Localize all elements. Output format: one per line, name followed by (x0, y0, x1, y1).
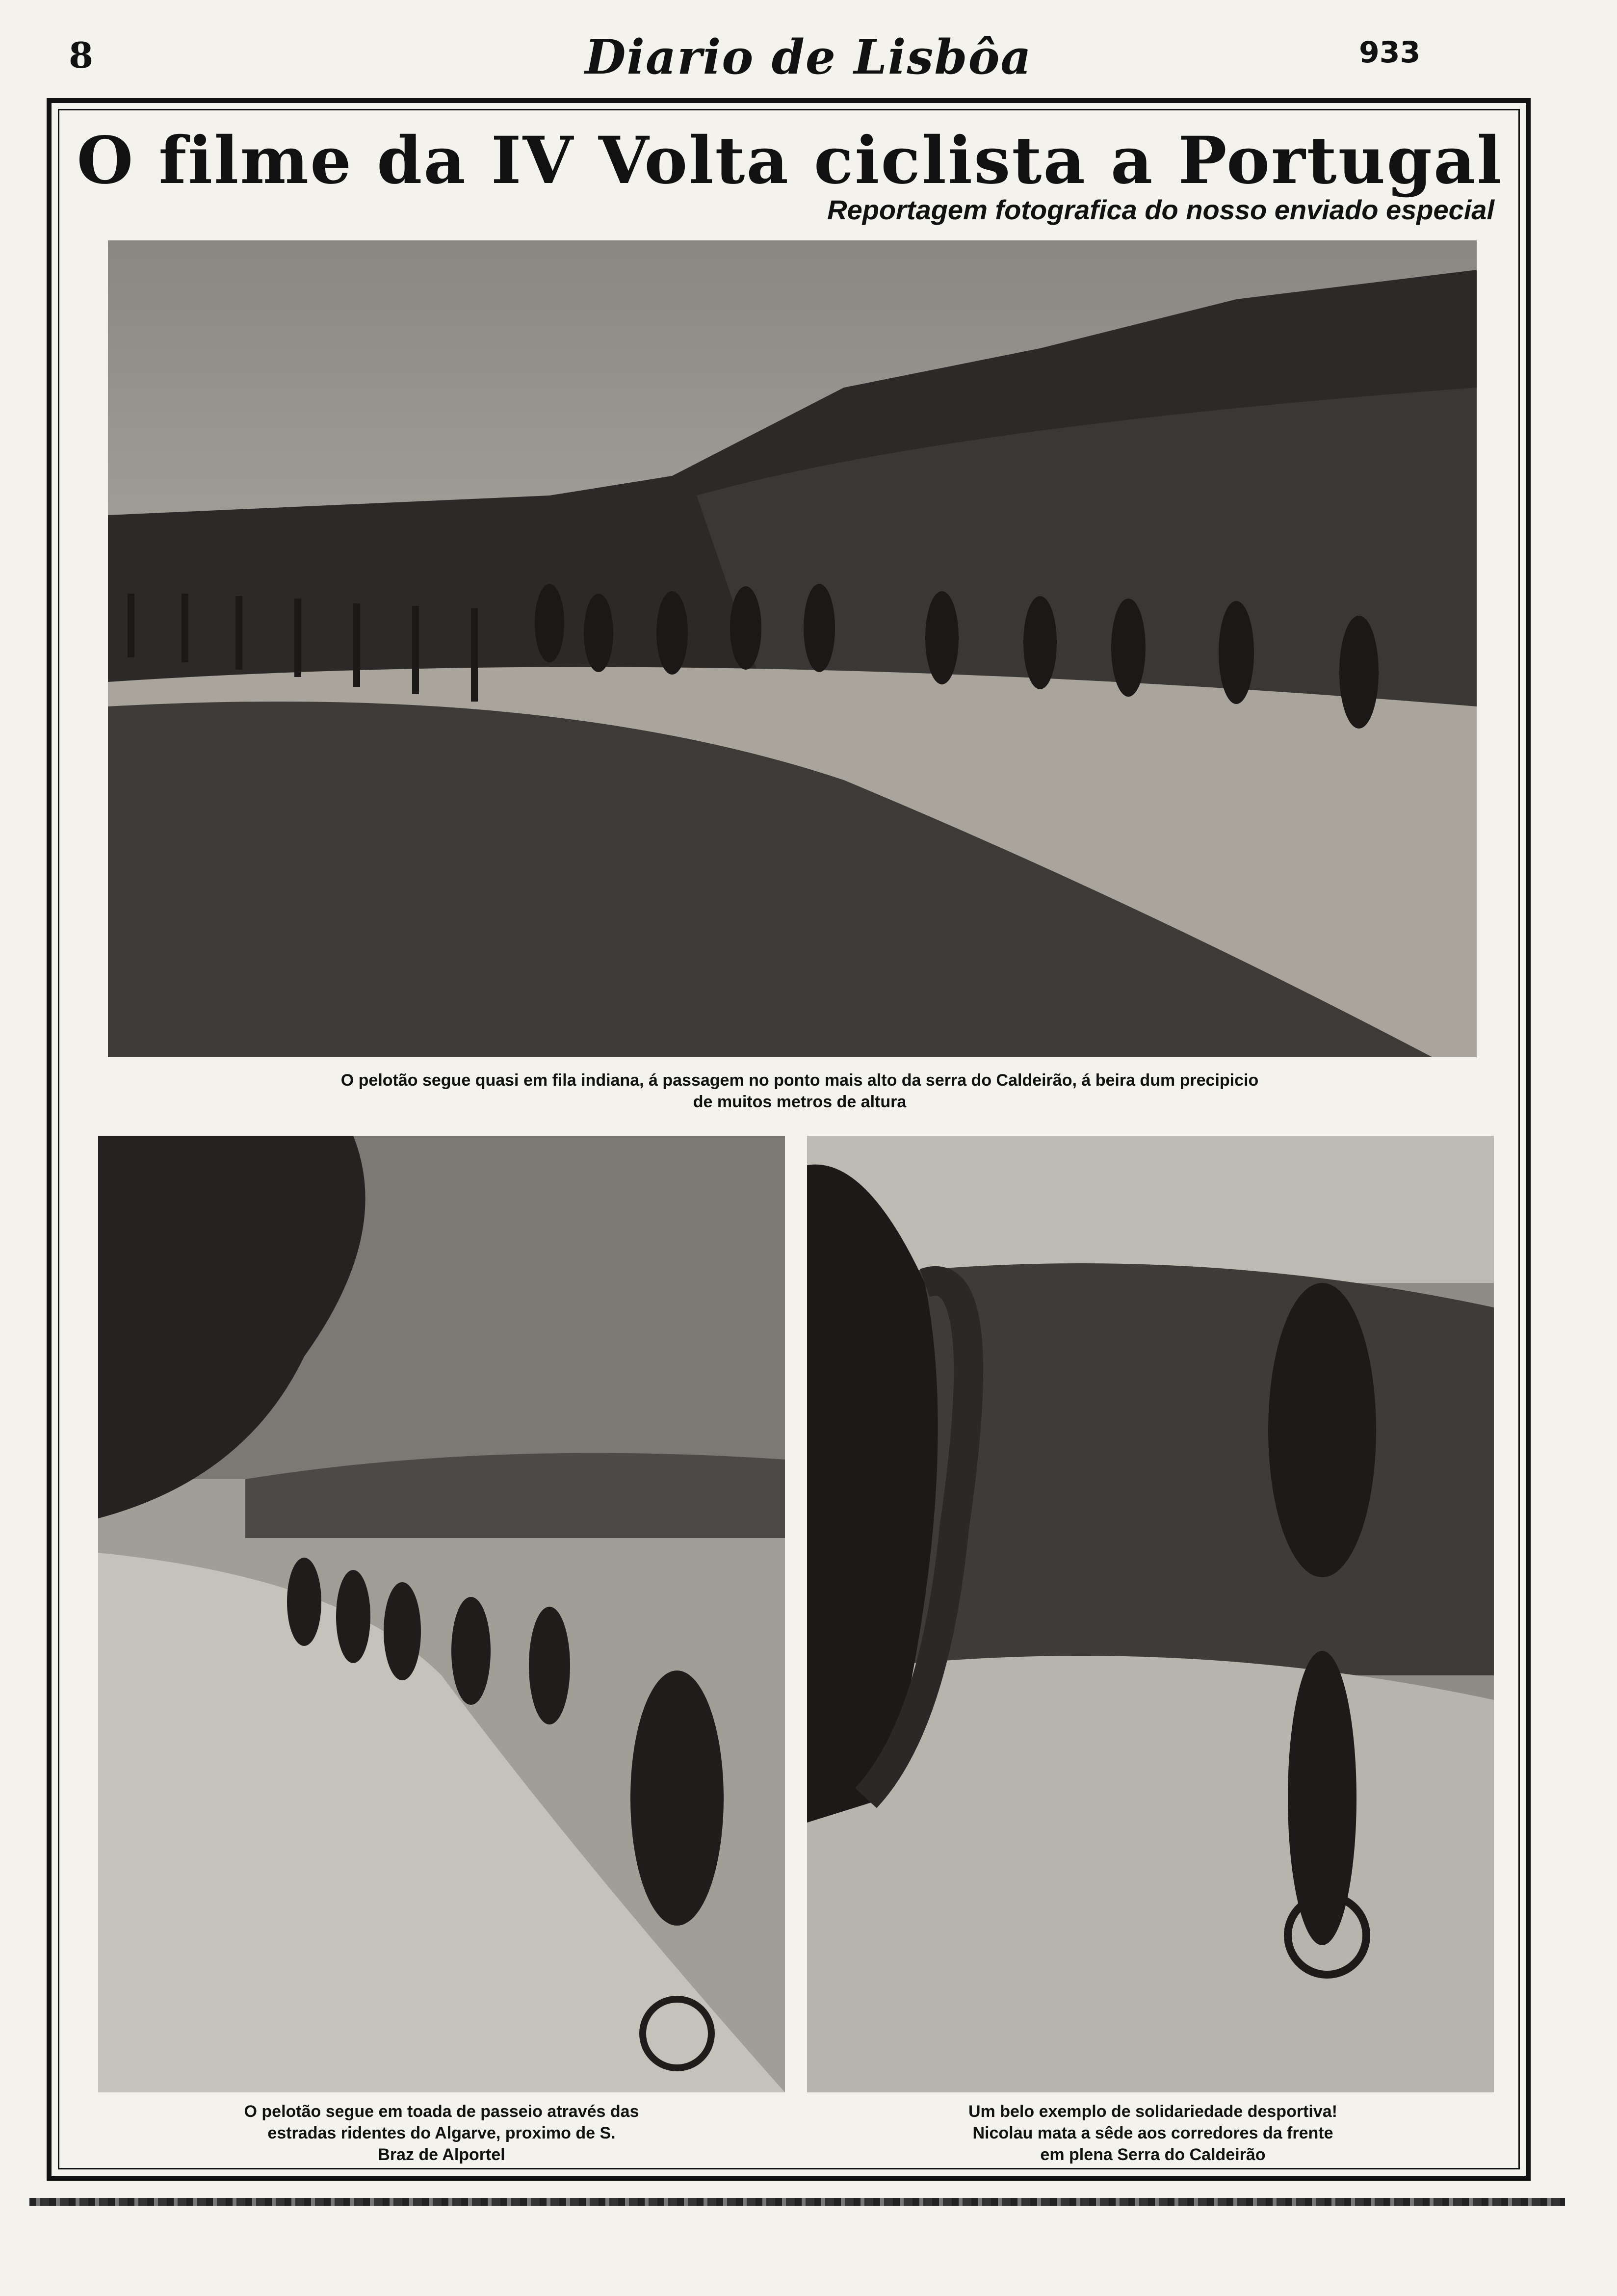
bottom-rule (29, 2198, 1565, 2206)
newspaper-masthead: Diario de Lisbôa (585, 29, 1032, 85)
caption-line: O pelotão segue quasi em fila indiana, á passagem no ponto mais alto da serra do Caldeirão, á beira dum precipicio (340, 1071, 1259, 1090)
article-headline: O filme da IV Volta ciclista a Portugal (77, 123, 1503, 199)
caption-line: em plena Serra do Caldeirão (1040, 2145, 1266, 2164)
date-fragment: 933 (1359, 35, 1421, 70)
caption-line: estradas ridentes do Algarve, proximo de S. (267, 2124, 616, 2142)
photo-caption (123, 2101, 760, 2166)
caption-line: Nicolau mata a sêde aos corredores da frente (972, 2124, 1333, 2142)
photo-peloton-mountain (108, 240, 1477, 1057)
article-subheadline: Reportagem fotografica do nosso enviado especial (827, 194, 1494, 225)
photo-peloton-algarve (98, 1136, 785, 2092)
photo-nicolau-drink (807, 1136, 1494, 2092)
photo-caption (123, 1070, 1477, 1113)
page-number: 8 (69, 34, 94, 76)
caption-line: de muitos metros de altura (693, 1093, 907, 1111)
caption-line: Um belo exemplo de solidariedade desportiva! (968, 2102, 1337, 2121)
caption-line: Braz de Alportel (378, 2145, 505, 2164)
photo-caption (834, 2101, 1472, 2166)
caption-line: O pelotão segue em toada de passeio através das (244, 2102, 639, 2121)
